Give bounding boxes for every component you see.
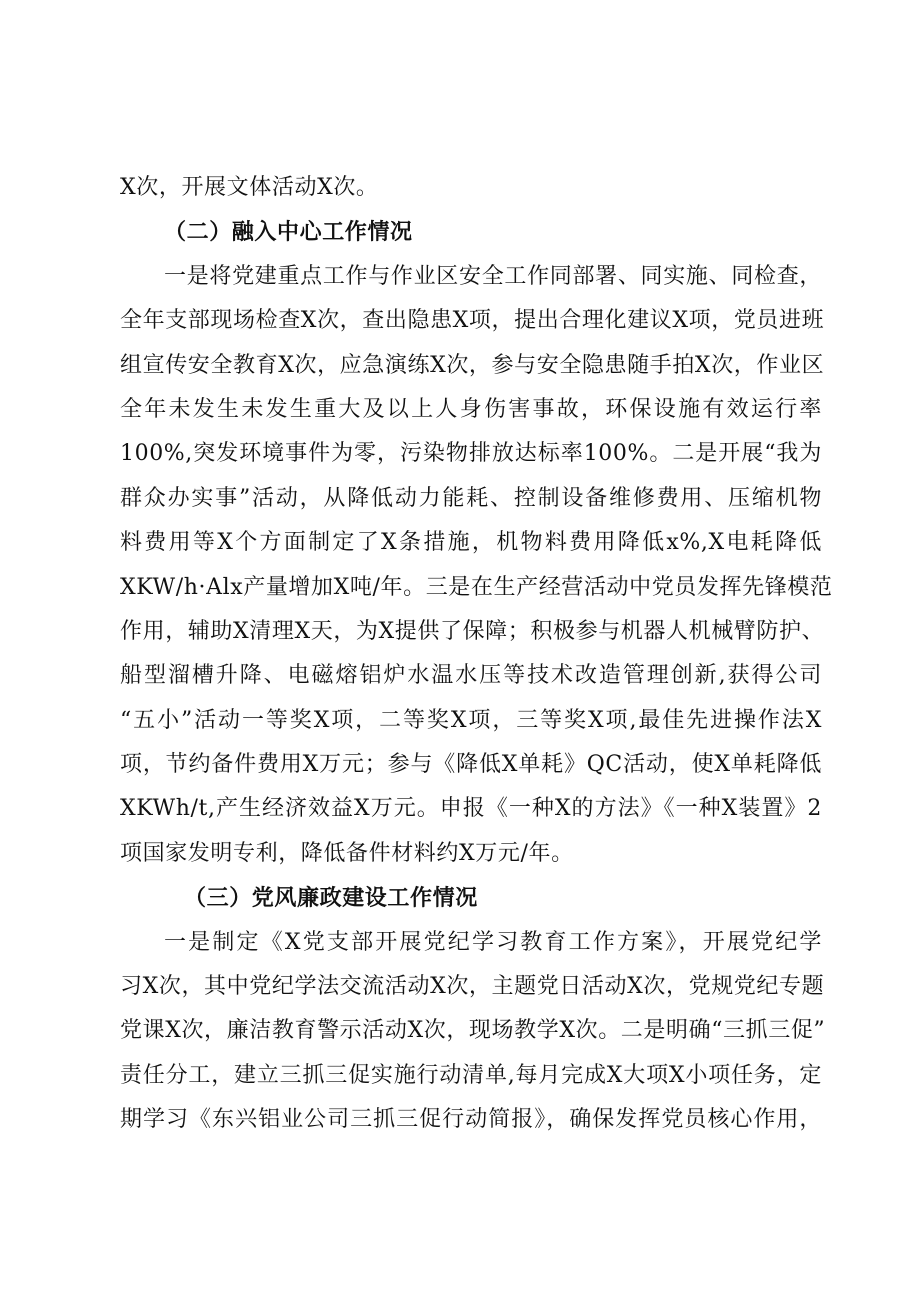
body-line: 组宣传安全教育X次，应急演练X次，参与安全隐患随手拍X次，作业区 [120, 352, 825, 378]
body-line: 全年支部现场检查X次，查出隐患X项，提出合理化建议X项，党员进班 [120, 308, 825, 334]
body-line: 期学习《东兴铝业公司三抓三促行动简报》，确保发挥党员核心作用， [120, 1107, 822, 1133]
section-heading-2: （二）融入中心工作情况 [164, 219, 413, 246]
body-line: 作用，辅助X清理X天，为X提供了保障；积极参与机器人机械臂防护、 [120, 618, 825, 644]
body-line: 一是将党建重点工作与作业区安全工作同部署、同实施、同检查， [164, 263, 822, 289]
body-line: 一是制定《X党支部开展党纪学习教育工作方案》，开展党纪学 [164, 929, 822, 955]
section-heading-3: （三）党风廉政建设工作情况 [184, 885, 478, 912]
body-line: 船型溜槽升降、电磁熔铝炉水温水压等技术改造管理创新,获得公司 [120, 663, 822, 689]
body-line: 料费用等X个方面制定了X条措施，机物料费用降低x%,X电耗降低 [120, 530, 822, 556]
body-line: 党课X次，廉洁教育警示活动X次，现场教学X次。二是明确“三抓三促” [120, 1018, 826, 1044]
body-line: 项国家发明专利，降低备件材料约X万元/年。 [120, 840, 574, 866]
body-line: 100%,突发环境事件为零，污染物排放达标率100%。二是开展“我为 [120, 441, 822, 467]
body-line: 全年未发生未发生重大及以上人身伤害事故，环保设施有效运行率 [120, 396, 822, 422]
body-line: XKW/h·Alx产量增加X吨/年。三是在生产经营活动中党员发挥先锋模范 [120, 574, 833, 600]
body-line: 项，节约备件费用X万元；参与《降低X单耗》QC活动，使X单耗降低 [120, 752, 822, 778]
body-line: XKWh/t,产生经济效益X万元。申报《一种X的方法》《一种X装置》2 [120, 796, 822, 822]
body-line: 习X次，其中党纪学法交流活动X次，主题党日活动X次，党规党纪专题 [120, 974, 825, 1000]
document-page [120, 166, 833, 1143]
body-line: “五小”活动一等奖X项，二等奖X项，三等奖X项,最佳先进操作法X [120, 707, 822, 733]
body-line: 责任分工，建立三抓三促实施行动清单,每月完成X大项X小项任务，定 [120, 1062, 822, 1088]
body-line: X次，开展文体活动X次。 [120, 175, 379, 200]
body-line: 群众办实事”活动，从降低动力能耗、控制设备维修费用、压缩机物 [120, 485, 822, 511]
